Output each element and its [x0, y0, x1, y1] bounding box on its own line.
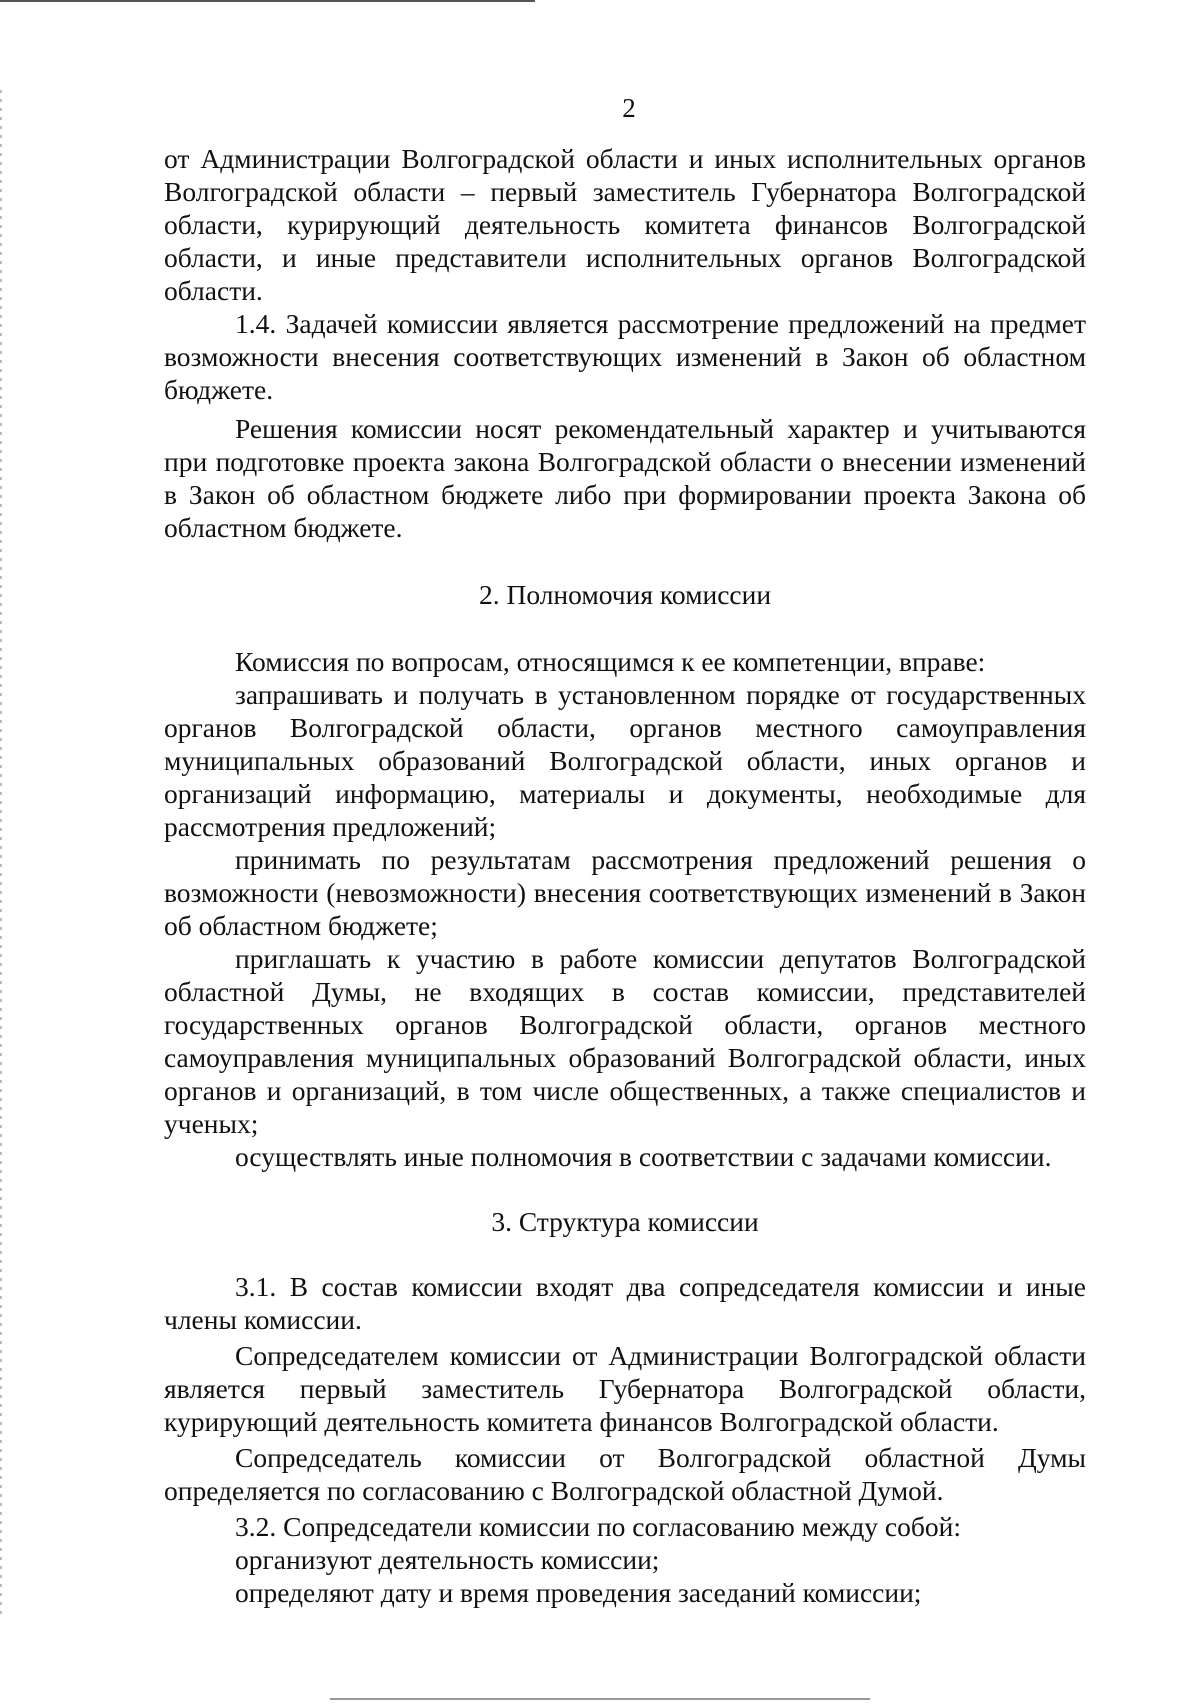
scan-artifact-left-edge — [0, 90, 2, 1620]
paragraph-3-2: 3.2. Сопредседатели комиссии по согласованию между собой: — [235, 1511, 961, 1542]
page-number: 2 — [622, 93, 636, 123]
paragraph-power-invite: приглашать к участию в работе комиссии депутатов Волгоградской областной Думы, не входящих в состав комиссии, представителей государственных органов Волгоградской области, органов местного самоуправления муниципальных образований Волгоградской области, иных органов и организаций, в том числе общественных, а также специалистов и ученых; — [164, 943, 1086, 1139]
paragraph-schedule: определяют дату и время проведения заседаний комиссии; — [235, 1577, 922, 1608]
section-heading-2: 2. Полномочия комиссии — [478, 579, 772, 610]
paragraph-power-other: осуществлять иные полномочия в соответствии с задачами комиссии. — [235, 1141, 1052, 1172]
paragraph-intro-continuation: от Администрации Волгоградской области и иных исполнительных органов Волгоградской области – первый заместитель Губернатора Волгоградской области, курирующий деятельность комитета финансов Волгоградской области, и иные представители исполнительных органов Волгоградской области. — [164, 143, 1086, 306]
paragraph-decisions: Решения комиссии носят рекомендательный характер и учитываются при подготовке проекта закона Волгоградской области о внесении изменений в Закон об областном бюджете либо при формировании проекта Закона об областном бюджете. — [164, 413, 1086, 543]
paragraph-3-1: 3.1. В состав комиссии входят два сопредседателя комиссии и иные члены комиссии. — [164, 1271, 1086, 1335]
paragraph-power-decide: принимать по результатам рассмотрения предложений решения о возможности (невозможности) внесения соответствующих изменений в Закон об областном бюджете; — [164, 844, 1086, 941]
paragraph-power-request: запрашивать и получать в установленном порядке от государственных органов Волгоградской области, органов местного самоуправления муниципальных образований Волгоградской области, иных органов и организаций информацию, материалы и документы, необходимые для рассмотрения предложений; — [164, 679, 1086, 842]
paragraph-powers-intro: Комиссия по вопросам, относящимся к ее компетенции, вправе: — [235, 646, 986, 677]
paragraph-cochair-duma: Сопредседатель комиссии от Волгоградской областной Думы определяется по согласованию с Волгоградской областной Думой. — [164, 1442, 1086, 1506]
paragraph-cochair-administration: Сопредседателем комиссии от Администрации Волгоградской области является первый заместитель Губернатора Волгоградской области, курирующий деятельность комитета финансов Волгоградской области. — [164, 1340, 1086, 1437]
paragraph-organize: организуют деятельность комиссии; — [235, 1544, 660, 1575]
section-heading-3: 3. Структура комиссии — [491, 1206, 759, 1237]
scan-artifact-bottom-line — [330, 1698, 870, 1700]
paragraph-1-4: 1.4. Задачей комиссии является рассмотрение предложений на предмет возможности внесения соответствующих изменений в Закон об областном бюджете. — [164, 308, 1086, 405]
scan-artifact-top-line — [0, 0, 535, 2]
document-body — [164, 142, 1086, 1609]
